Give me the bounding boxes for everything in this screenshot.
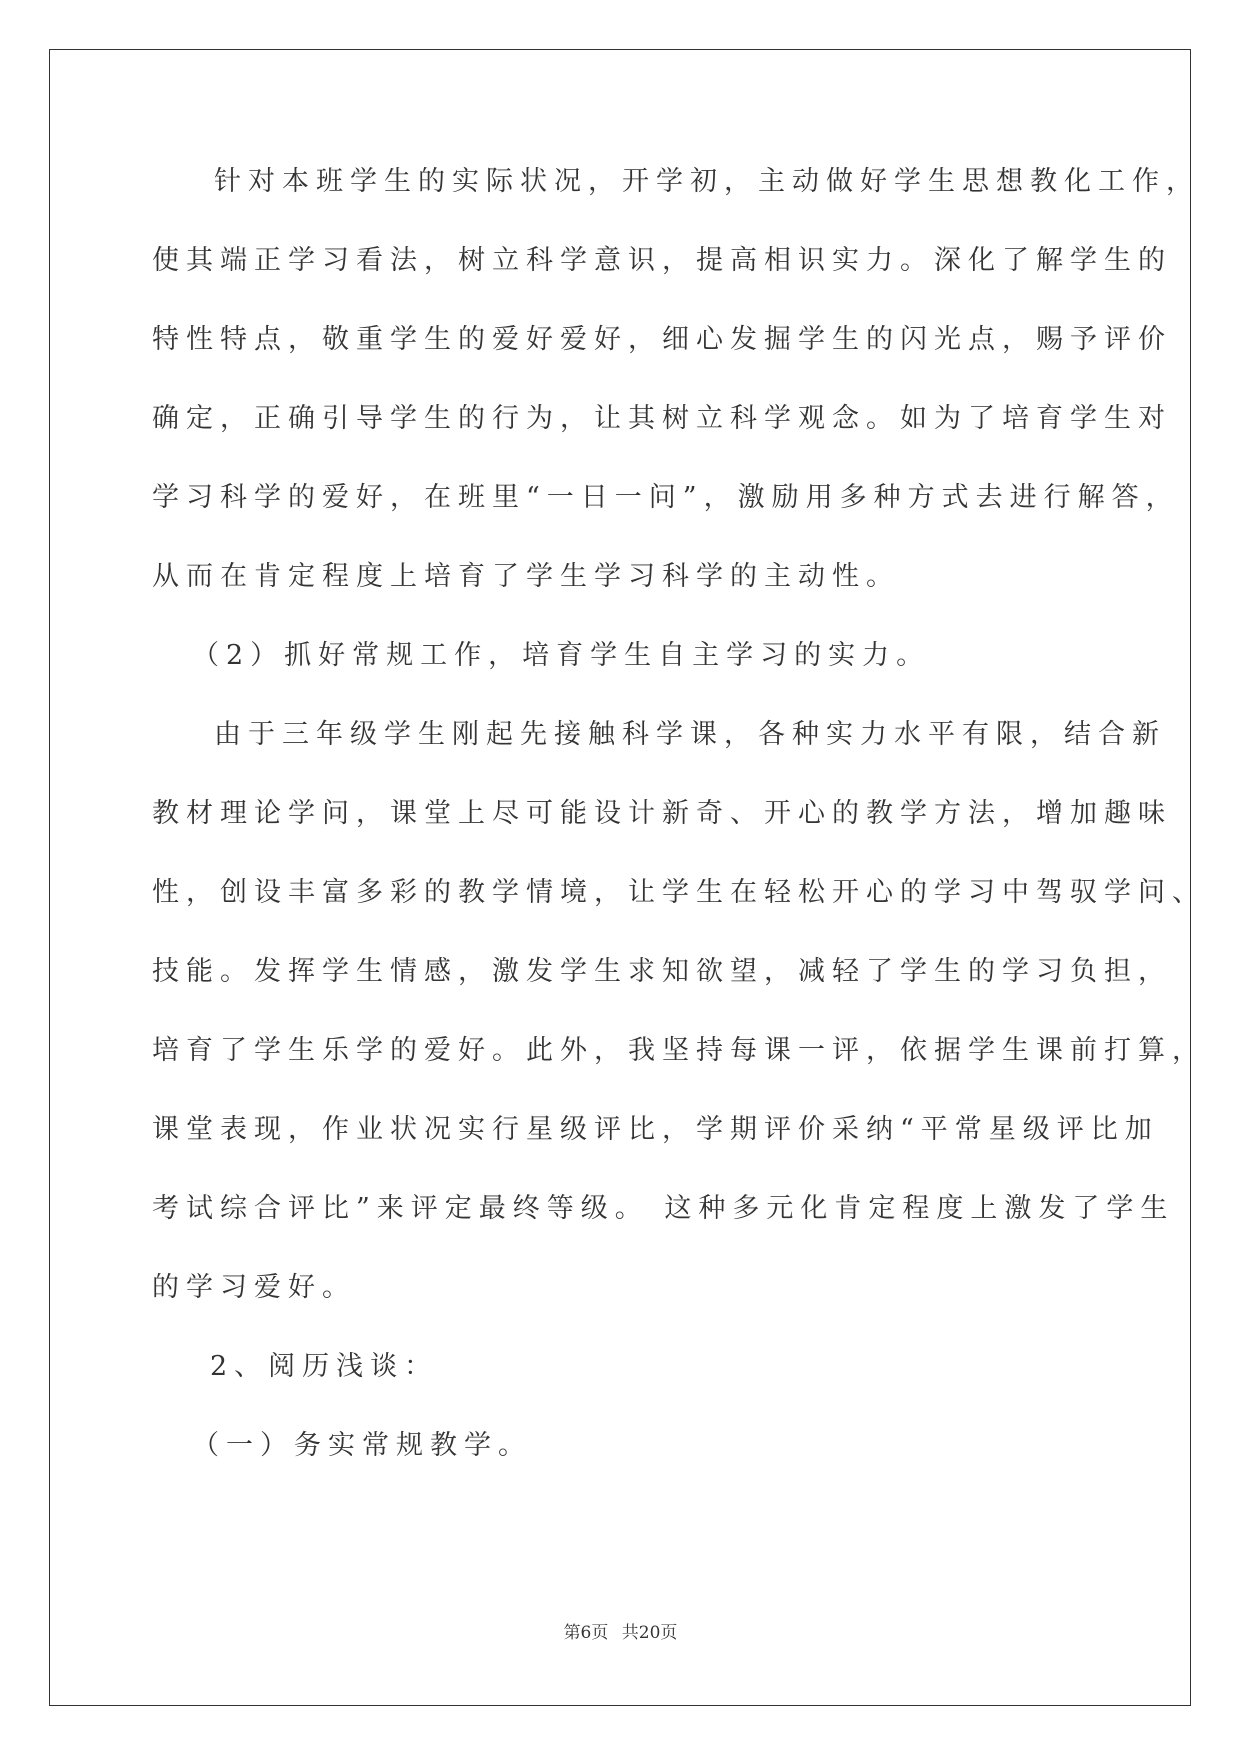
paragraph-line: 由于三年级学生刚起先接触科学课，各种实力水平有限，结合新 bbox=[214, 719, 1166, 750]
paragraph-line: 的学习爱好。 bbox=[152, 1272, 356, 1303]
paragraph-line: 使其端正学习看法，树立科学意识，提高相识实力。深化了解学生的 bbox=[152, 245, 1172, 276]
page-total: 共20页 bbox=[621, 1623, 678, 1643]
section-heading: 2、阅历浅谈： bbox=[210, 1351, 439, 1382]
section-heading: （一）务实常规教学。 bbox=[192, 1430, 532, 1461]
paragraph-line: 确定，正确引导学生的行为，让其树立科学观念。如为了培育学生对 bbox=[152, 403, 1172, 434]
paragraph-line: 技能。发挥学生情感，激发学生求知欲望，减轻了学生的学习负担， bbox=[152, 956, 1172, 987]
section-heading: （2）抓好常规工作，培育学生自主学习的实力。 bbox=[192, 640, 931, 671]
paragraph-line: 性，创设丰富多彩的教学情境，让学生在轻松开心的学习中驾驭学问、 bbox=[152, 877, 1206, 908]
paragraph-line: 学习科学的爱好，在班里“一日一问”，激励用多种方式去进行解答， bbox=[152, 482, 1180, 513]
paragraph-line: 从而在肯定程度上培育了学生学习科学的主动性。 bbox=[152, 561, 900, 592]
paragraph-line: 培育了学生乐学的爱好。此外，我坚持每课一评，依据学生课前打算， bbox=[152, 1035, 1206, 1066]
paragraph-line: 考试综合评比”来评定最终等级。 这种多元化肯定程度上激发了学生 bbox=[152, 1193, 1175, 1224]
page-footer bbox=[0, 1622, 1241, 1644]
paragraph-line: 课堂表现，作业状况实行星级评比，学期评价采纳“平常星级评比加 bbox=[152, 1114, 1159, 1145]
page-number: 第6页 bbox=[563, 1623, 609, 1643]
paragraph-line: 特性特点，敬重学生的爱好爱好，细心发掘学生的闪光点，赐予评价 bbox=[152, 324, 1172, 355]
paragraph-line: 教材理论学问，课堂上尽可能设计新奇、开心的教学方法，增加趣味 bbox=[152, 798, 1172, 829]
paragraph-line: 针对本班学生的实际状况，开学初，主动做好学生思想教化工作， bbox=[214, 166, 1200, 197]
